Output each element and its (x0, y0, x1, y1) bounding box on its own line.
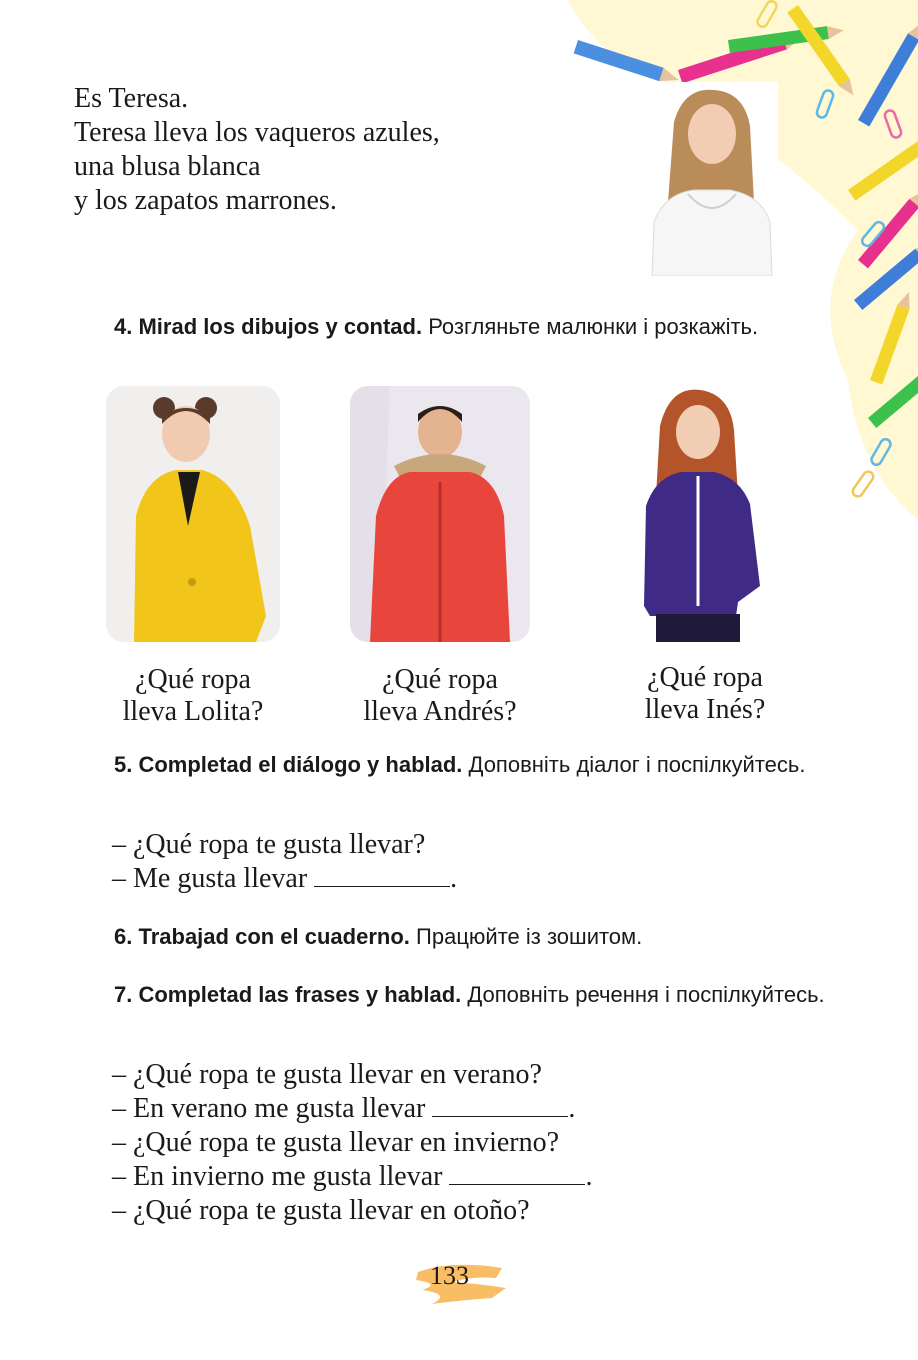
dialogue-line: – En verano me gusta llevar . (112, 1093, 576, 1124)
dialogue-line: – ¿Qué ropa te gusta llevar en invierno? (112, 1127, 560, 1158)
task-4 (74, 312, 840, 342)
caption-line: lleva Inés? (644, 694, 766, 725)
dialogue-7 (112, 1058, 592, 1228)
intro-line: Es Teresa. (74, 83, 189, 114)
task-number: 4. (114, 314, 133, 339)
task-number: 7. (114, 982, 133, 1007)
blank-field[interactable] (314, 864, 450, 887)
task-instruction: Доповніть діалог і поспілкуйтесь. (468, 752, 806, 777)
ines-photo (610, 386, 786, 642)
intro-line: una blusa blanca (74, 151, 261, 182)
dialogue-line: – En invierno me gusta llevar . (112, 1161, 593, 1192)
task-instruction: Працюйте із зошитом. (416, 924, 643, 949)
task-number: 6. (114, 924, 133, 949)
task-7 (74, 980, 840, 1010)
task-title: Mirad los dibujos y contad. (138, 314, 423, 339)
task-5 (74, 750, 840, 780)
dialogue-line: – ¿Qué ropa te gusta llevar en verano? (112, 1059, 542, 1090)
caption-line: ¿Qué ropa (135, 664, 251, 695)
intro-text (74, 82, 440, 218)
caption-lolita (96, 664, 290, 728)
intro-line: y los zapatos marrones. (74, 185, 337, 216)
page-number: 133 (430, 1261, 469, 1290)
caption-andres (340, 664, 540, 728)
task-title: Trabajad con el cuaderno. (138, 924, 410, 949)
page-number-badge (412, 1254, 512, 1310)
task-title: Completad el diálogo y hablad. (138, 752, 463, 777)
task-instruction: Розгляньте малюнки і розкажіть. (428, 314, 759, 339)
caption-ines (612, 662, 798, 726)
task-instruction: Доповніть речення і поспілкуйтесь. (467, 982, 825, 1007)
blank-field[interactable] (432, 1094, 568, 1117)
intro-line: Teresa lleva los vaqueros azules, (74, 117, 440, 148)
dialogue-line: – Me gusta llevar . (112, 863, 458, 894)
lolita-photo (106, 386, 280, 642)
caption-line: lleva Lolita? (122, 696, 264, 727)
task-title: Completad las frases y hablad. (138, 982, 462, 1007)
dialogue-line: – ¿Qué ropa te gusta llevar en otoño? (112, 1195, 530, 1226)
caption-line: ¿Qué ropa (382, 664, 498, 695)
blank-field[interactable] (449, 1162, 585, 1185)
task-number: 5. (114, 752, 133, 777)
caption-line: ¿Qué ropa (647, 662, 763, 693)
task-6 (74, 922, 840, 952)
dialogue-5 (112, 828, 457, 896)
dialogue-line: – ¿Qué ropa te gusta llevar? (112, 829, 426, 860)
teresa-photo (644, 82, 778, 276)
caption-line: lleva Andrés? (363, 696, 517, 727)
andres-photo (350, 386, 530, 642)
